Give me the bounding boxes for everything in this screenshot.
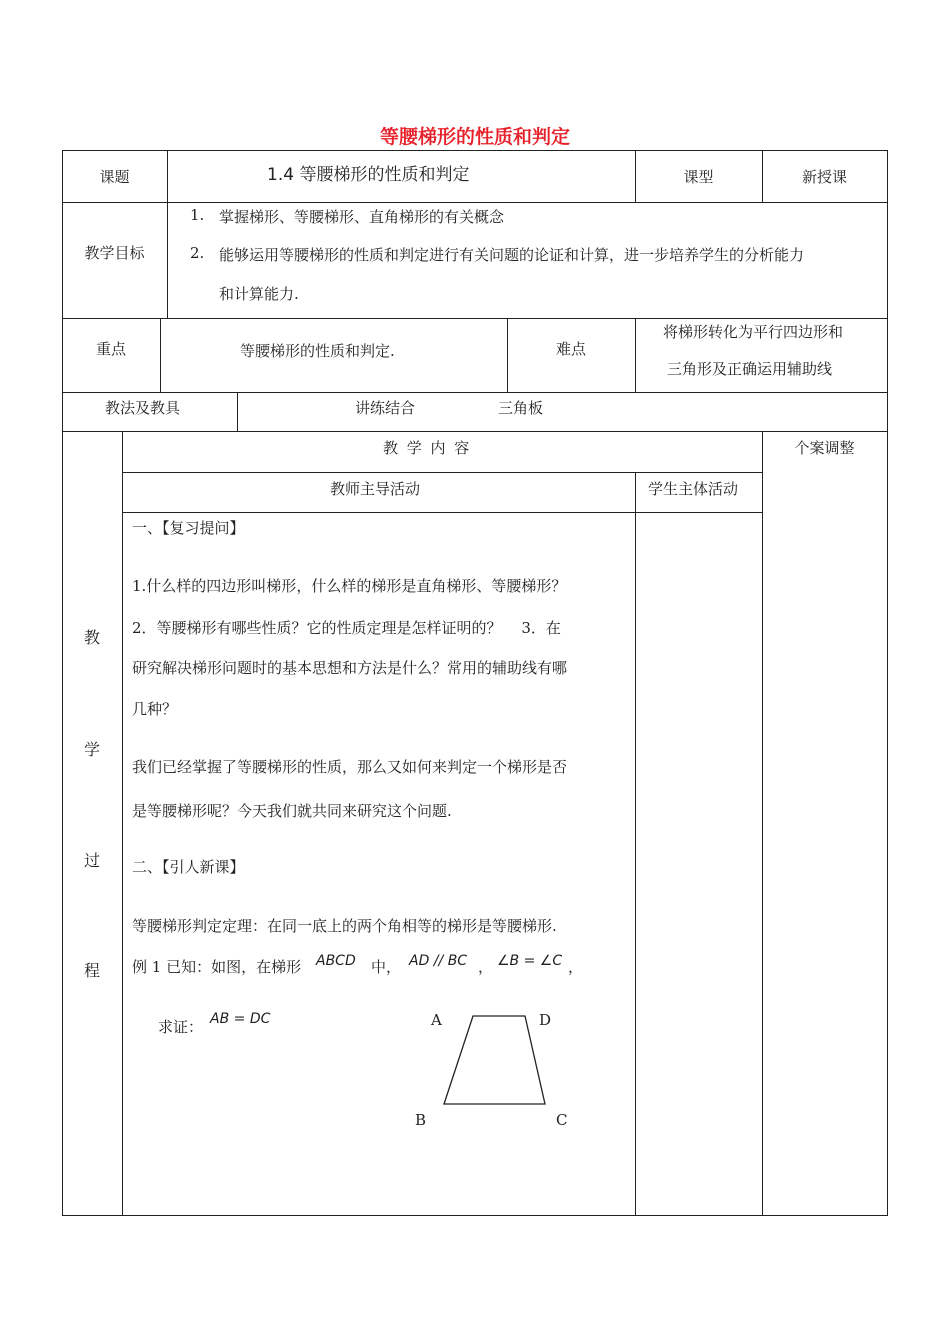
difficult-label: 难点 <box>555 339 586 358</box>
page-title: 等腰梯形的性质和判定 <box>379 126 570 148</box>
theorem: 等腰梯形判定定理：在同一底上的两个角相等的梯形是等腰梯形. <box>132 917 557 935</box>
side-char-4: 程 <box>83 961 100 980</box>
example-mid: 中， <box>371 958 402 976</box>
methods-value-1: 讲练结合 <box>355 399 416 417</box>
goal-1-text: 掌握梯形、等腰梯形、直角梯形的有关概念 <box>219 208 505 226</box>
student-header: 学生主体活动 <box>648 480 739 498</box>
question-4: 几种？ <box>132 700 178 718</box>
side-char-2: 学 <box>83 740 100 759</box>
adjust-header: 个案调整 <box>794 438 855 457</box>
methods-label: 教法及教具 <box>105 399 181 417</box>
goal-2-num: 2. <box>190 244 205 262</box>
type-value: 新授课 <box>801 167 847 186</box>
example-comma-1: ， <box>478 958 494 976</box>
methods-value-2: 三角板 <box>498 399 544 417</box>
difficult-line-1: 将梯形转化为平行四边形和 <box>663 323 844 341</box>
paragraph-1: 我们已经掌握了等腰梯形的性质，那么又如何来判定一个梯形是否 <box>132 758 568 776</box>
section-review: 一、【复习提问】 <box>132 519 245 537</box>
example-parallel: AD // BC <box>409 953 468 969</box>
vertex-c: C <box>556 1111 568 1129</box>
vertex-d: D <box>539 1011 552 1029</box>
example-angle: ∠B = ∠C <box>497 953 563 969</box>
question-1: 1.什么样的四边形叫梯形，什么样的梯形是直角梯形、等腰梯形？ <box>132 577 567 595</box>
question-3: 研究解决梯形问题时的基本思想和方法是什么？常用的辅助线有哪 <box>132 659 568 677</box>
side-char-1: 教 <box>83 628 100 647</box>
example-prefix: 例 1 已知：如图，在梯形 <box>132 958 302 976</box>
vertex-a: A <box>431 1011 442 1029</box>
vertex-b: B <box>415 1111 427 1129</box>
example-abcd: ABCD <box>316 953 356 969</box>
topic-label: 课题 <box>99 167 130 186</box>
prove-expression: AB = DC <box>210 1011 271 1027</box>
paragraph-2: 是等腰梯形呢？今天我们就共同来研究这个问题. <box>132 802 452 820</box>
content-header: 教 学 内 容 <box>383 439 472 457</box>
topic-value: 1.4 等腰梯形的性质和判定 <box>267 165 470 185</box>
section-new: 二、【引人新课】 <box>132 858 245 876</box>
type-label: 课型 <box>683 167 714 186</box>
question-2: 2．等腰梯形有哪些性质？它的性质定理是怎样证明的？ 3．在 <box>132 619 561 637</box>
goal-1-num: 1. <box>190 206 205 224</box>
side-char-3: 过 <box>83 851 100 870</box>
teacher-header: 教师主导活动 <box>330 480 421 498</box>
goal-2-continued: 和计算能力. <box>219 285 299 303</box>
prove-label: 求证： <box>158 1018 204 1036</box>
example-comma-2: ， <box>568 958 584 976</box>
goals-label: 教学目标 <box>84 243 145 262</box>
key-value: 等腰梯形的性质和判定. <box>240 342 395 360</box>
key-label: 重点 <box>95 339 126 358</box>
difficult-line-2: 三角形及正确运用辅助线 <box>667 360 833 378</box>
goal-2-text: 能够运用等腰梯形的性质和判定进行有关问题的论证和计算，进一步培养学生的分析能力 <box>219 246 805 264</box>
